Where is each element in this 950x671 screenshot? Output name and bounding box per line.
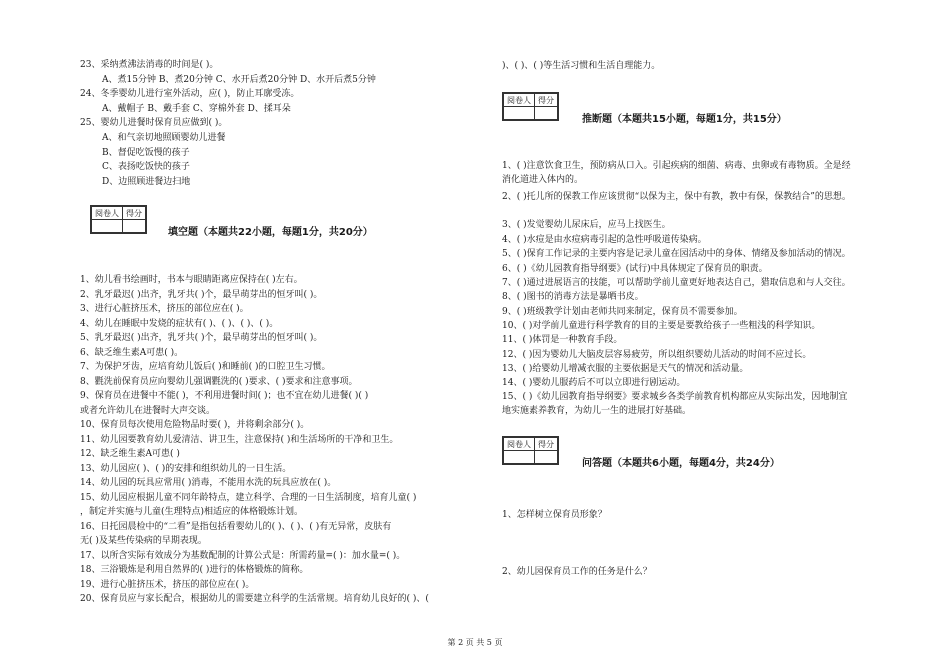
page-footer: 第 2 页 共 5 页 xyxy=(447,638,503,647)
judge-line: 5、( )保育工作记录的主要内容是记录儿童在园活动中的身体、情绪及参加活动的情况。 xyxy=(502,249,851,259)
judge-line: 3、( )发觉婴幼儿尿床后，应马上找医生。 xyxy=(502,220,671,230)
fill-blank-line: 4、幼儿在睡眠中发烧的症状有( )、( )、( )、( )。 xyxy=(80,318,279,329)
judge-line: 地实施素养教育，为幼儿一生的进展打好基础。 xyxy=(502,406,692,416)
judge-line: 10、( )对学前儿童进行科学教育的目的主要是要教给孩子一些粗浅的科学知识。 xyxy=(502,321,821,331)
grader-label: 阅卷人 xyxy=(504,94,535,107)
judge-line: 4、( )水痘是由水痘病毒引起的急性呼吸道传染病。 xyxy=(502,235,707,245)
judge-line: 15、( )《幼儿园教育指导纲要》要求城乡各类学前教育机构都应从实际出发，因地制宜 xyxy=(502,392,848,402)
judge-line: 消化道进入体内的。 xyxy=(502,175,584,185)
qa-question: 2、幼儿园保育员工作的任务是什么？ xyxy=(502,567,652,577)
score-box xyxy=(502,436,559,465)
qa-section-title: 问答题（本题共6小题，每题4分，共24分） xyxy=(582,458,780,469)
fill-blank-line: 16、日托园晨检中的“二看”是指包括看婴幼儿的( )、( )、( )有无异常，皮肤有 xyxy=(80,521,392,532)
score-box xyxy=(502,92,559,121)
grader-label: 阅卷人 xyxy=(504,438,535,451)
judge-line: 6、( )《幼儿园教育指导纲要》(试行)中具体规定了保育员的职责。 xyxy=(502,264,768,274)
question-line: D、边照顾进餐边扫地 xyxy=(102,176,191,187)
score-box xyxy=(90,205,147,234)
fill-blank-line: 10、保育员每次使用危险物品时要( )，并将剩余部分( )。 xyxy=(80,420,310,430)
fill-blank-line: ，制定并实施与儿童(生理特点)相适应的体格锻炼计划。 xyxy=(80,507,304,517)
question-line: A、煮15分钟 B、煮20分钟 C、水开后煮20分钟 D、水开后煮5分钟 xyxy=(102,74,376,85)
score-label: 得分 xyxy=(535,94,558,107)
score-label: 得分 xyxy=(535,438,558,451)
fill-blank-line: 15、幼儿园应根据儿童不同年龄特点，建立科学、合理的一日生活制度，培育儿童( ) xyxy=(80,492,417,503)
fill-blank-line: 9、保育员在进餐中不能( )，不利用进餐时间( )；也不宜在幼儿进餐( )( ) xyxy=(80,391,369,401)
grader-label: 阅卷人 xyxy=(92,207,123,220)
fill-blank-line: 5、乳牙最迟( )出齐，乳牙共( )个，最早萌芽出的恒牙叫( )。 xyxy=(80,333,323,343)
question-line: A、戴帽子 B、戴手套 C、穿棉外套 D、揉耳朵 xyxy=(102,103,291,114)
judge-line: 7、( )通过进展语言的技能，可以帮助学前儿童更好地表达自己，猎取信息和与人交往。 xyxy=(502,278,851,288)
fill-blank-line: 13、幼儿园应( )、( )的安排和组织幼儿的一日生活。 xyxy=(80,463,292,474)
fill-blank-line: 1、幼儿看书绘画时，书本与眼睛距离应保持在( )左右。 xyxy=(80,275,303,285)
judge-line: 8、( )图书的消毒方法是暴晒书皮。 xyxy=(502,292,644,302)
fill-blank-line: 18、三浴锻炼是利用自然界的( )进行的体格锻炼的简称。 xyxy=(80,565,309,575)
judge-line: 13、( )给婴幼儿增减衣服的主要依据是天气的情况和活动量。 xyxy=(502,364,749,374)
fill-blank-line: 2、乳牙最迟( )出齐，乳牙共( )个，最早萌芽出的恒牙叫( )。 xyxy=(80,289,323,300)
question-line: 25、婴幼儿进餐时保育员应做到( )。 xyxy=(80,118,228,129)
fill-blank-line: 20、保育员应与家长配合，根据幼儿的需要建立科学的生活常规。培育幼儿良好的( )、( xyxy=(80,594,429,604)
qa-question: 1、怎样树立保育员形象？ xyxy=(502,510,607,520)
score-label: 得分 xyxy=(123,207,146,220)
judge-line: 9、( )班级教学计划由老师共同来制定，保育员不需要参加。 xyxy=(502,307,743,317)
fill-blank-line: 19、进行心脏挤压术，挤压的部位应在( )。 xyxy=(80,579,255,590)
judge-line: 14、( )婴幼儿服药后不可以立即进行剧运动。 xyxy=(502,378,686,388)
question-line: 23、采纳煮沸法消毒的时间是( )。 xyxy=(80,60,219,70)
judge-section-title: 推断题（本题共15小题，每题1分，共15分） xyxy=(582,114,787,125)
fill-blank-line: 8、氍洗前保育员应向婴幼儿强调氍洗的( )要求、( )要求和注意事项。 xyxy=(80,376,358,387)
fill-blank-line: 无( )及某些传染病的早期表现。 xyxy=(80,536,207,546)
fill-blank-section-title: 填空题（本题共22小题，每题1分，共20分） xyxy=(168,227,373,238)
continued-line: )、( )、( )等生活习惯和生活自理能力。 xyxy=(502,61,661,71)
question-line: 24、冬季婴幼儿进行室外活动，应( )，防止耳廓受冻。 xyxy=(80,89,300,100)
judge-line: 1、( )注意饮食卫生，预防病从口入。引起疾病的细菌、病毒、虫卵或有毒物质。全是经 xyxy=(502,161,851,171)
question-line: B、督促吃饭慢的孩子 xyxy=(102,147,190,158)
judge-line: 12、( )因为婴幼儿大脑皮层容易疲劳，所以组织婴幼儿活动的时间不应过长。 xyxy=(502,350,812,360)
fill-blank-line: 14、幼儿园的玩具应常用( )消毒，不能用水洗的玩具应放在( )。 xyxy=(80,478,337,488)
question-line: C、表扬吃饭快的孩子 xyxy=(102,162,190,173)
judge-line: 2、( )托儿所的保教工作应该贯彻“以保为主，保中有教，教中有保，保教结合”的思想。 xyxy=(502,192,851,202)
fill-blank-line: 6、缺乏维生素A可患( )。 xyxy=(80,347,184,358)
fill-blank-line: 7、为保护牙齿，应培育幼儿饭后( )和睡前( )的口腔卫生习惯。 xyxy=(80,362,331,372)
question-line: A、和气亲切地照顾婴幼儿进餐 xyxy=(102,133,226,143)
fill-blank-line: 3、进行心脏挤压术，挤压的部位应在( )。 xyxy=(80,304,249,314)
fill-blank-line: 或者允许幼儿在进餐时大声交谈。 xyxy=(80,405,216,416)
fill-blank-line: 17、以所含实际有效成分为基数配制的计算公式是：所需药量=( )：加水量=( )。 xyxy=(80,550,406,561)
fill-blank-line: 11、幼儿园要教育幼儿爱清洁、讲卫生，注意保持( )和生活场所的干净和卫生。 xyxy=(80,434,399,445)
fill-blank-line: 12、缺乏维生素A可患( ) xyxy=(80,449,180,459)
judge-line: 11、( )体罚是一种教育手段。 xyxy=(502,335,623,345)
